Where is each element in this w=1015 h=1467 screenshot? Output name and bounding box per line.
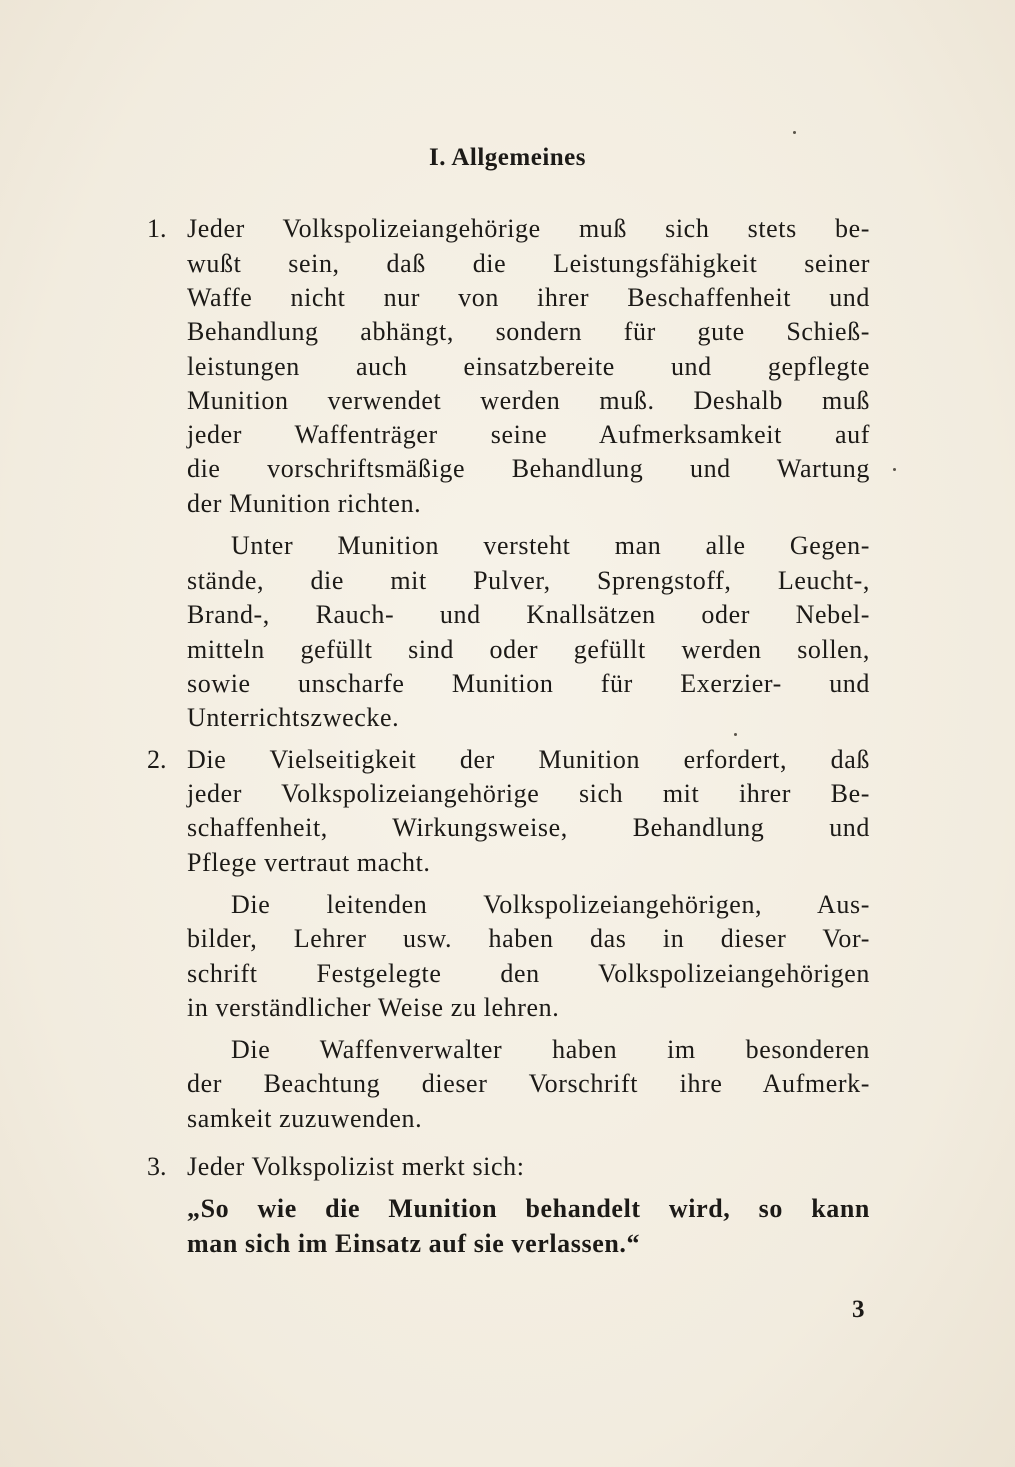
text-line: leistungen auch einsatzbereite und gepflegte xyxy=(187,352,870,381)
text-line: Pflege vertraut macht. xyxy=(187,848,431,877)
text-line: Waffe nicht nur von ihrer Beschaffenheit und xyxy=(187,283,870,312)
text-line: Brand-, Rauch- und Knallsätzen oder Nebel- xyxy=(187,600,870,629)
text-line: Jeder Volkspolizist merkt sich: xyxy=(187,1152,525,1181)
ink-speck xyxy=(893,468,896,471)
text-line: Die Vielseitigkeit der Munition erfordert, daß xyxy=(187,745,870,774)
item-number: 1. xyxy=(147,214,167,243)
bold-quote-line: „So wie die Munition behandelt wird, so kann xyxy=(187,1194,870,1223)
text-line: bilder, Lehrer usw. haben das in dieser Vor- xyxy=(187,924,870,953)
section-heading: I. Allgemeines xyxy=(429,144,586,171)
page-number: 3 xyxy=(852,1296,865,1323)
bold-quote-line: man sich im Einsatz auf sie verlassen.“ xyxy=(187,1229,641,1258)
text-line: der Beachtung dieser Vorschrift ihre Aufmerk- xyxy=(187,1069,870,1098)
item-number: 2. xyxy=(147,745,167,774)
text-line: Unterrichtszwecke. xyxy=(187,703,400,732)
text-line: schrift Festgelegte den Volkspolizeiangehörigen xyxy=(187,959,870,988)
text-line: stände, die mit Pulver, Sprengstoff, Leucht-, xyxy=(187,566,870,595)
text-line: Die Waffenverwalter haben im besonderen xyxy=(231,1035,870,1064)
text-line: in verständlicher Weise zu lehren. xyxy=(187,993,560,1022)
text-line: mitteln gefüllt sind oder gefüllt werden sollen, xyxy=(187,635,870,664)
text-line: jeder Volkspolizeiangehörige sich mit ihrer Be- xyxy=(187,779,870,808)
text-line: Die leitenden Volkspolizeiangehörigen, Aus- xyxy=(231,890,870,919)
text-line: Munition verwendet werden muß. Deshalb muß xyxy=(187,386,870,415)
text-line: wußt sein, daß die Leistungsfähigkeit seiner xyxy=(187,249,870,278)
text-line: samkeit zuzuwenden. xyxy=(187,1104,423,1133)
text-line: Behandlung abhängt, sondern für gute Schieß- xyxy=(187,317,870,346)
text-line: Jeder Volkspolizeiangehörige muß sich stets be- xyxy=(187,214,870,243)
text-line: die vorschriftsmäßige Behandlung und Wartung xyxy=(187,454,870,483)
text-line: Unter Munition versteht man alle Gegen- xyxy=(231,531,870,560)
text-line: jeder Waffenträger seine Aufmerksamkeit auf xyxy=(187,420,870,449)
text-line: der Munition richten. xyxy=(187,489,422,518)
ink-speck xyxy=(793,131,796,134)
text-line: schaffenheit, Wirkungsweise, Behandlung und xyxy=(187,813,870,842)
text-line: sowie unscharfe Munition für Exerzier- und xyxy=(187,669,870,698)
item-number: 3. xyxy=(147,1152,167,1181)
